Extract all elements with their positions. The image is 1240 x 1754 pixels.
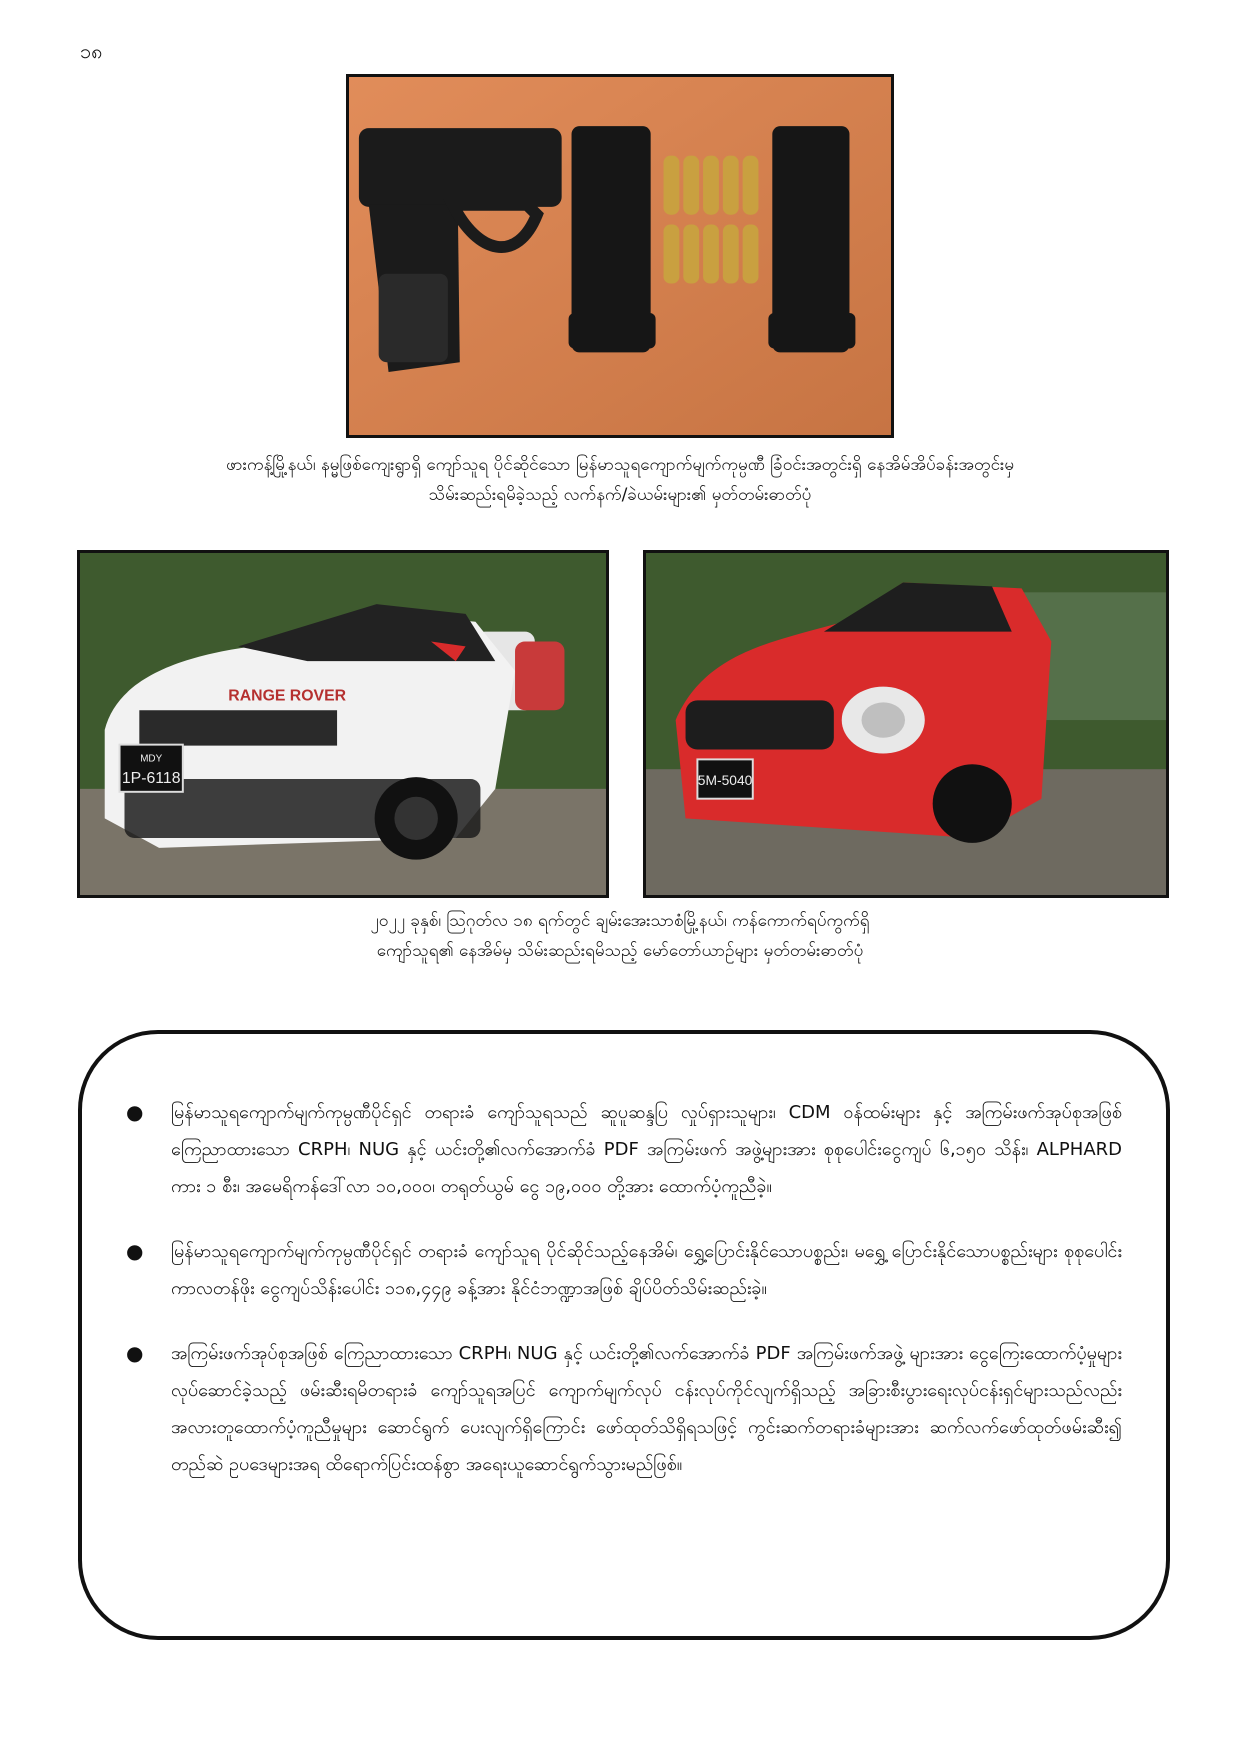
- summary-item-text: မြန်မာသူရကျောက်မျက်ကုမ္ပဏီပိုင်ရှင် တရားခံ ကျော်သူရသည် ဆူပူဆန္ဒပြ လှုပ်ရှားသူများ၊ CDM ဝန်ထမ်းများ နှင့် အကြမ်းဖက်အုပ်စုအဖြစ် ကြေညာထားသော CRPH၊ NUG နှင့် ယင်းတို့၏လက်အောက်ခံ PDF အကြမ်းဖက် အဖွဲ့များအား စုစုပေါင်းငွေကျပ် ၆,၁၅၀ သိန်း၊ ALPHARD ကား ၁ စီး၊ အမေရိကန်ဒေါ်လာ ၁၀,၀၀၀၊ တရုတ်ယွမ် ငွေ ၁၉,၀၀၀ တို့အား ထောက်ပံ့ကူညီခဲ့။: [171, 1102, 1122, 1197]
- summary-item-text: မြန်မာသူရကျောက်မျက်ကုမ္ပဏီပိုင်ရှင် တရားခံ ကျော်သူရ ပိုင်ဆိုင်သည့်နေအိမ်၊ ရွှေ့ပြောင်းနိုင်သောပစ္စည်း၊ မရွှေ့ ပြောင်းနိုင်သောပစ္စည်းများ စုစုပေါင်းကာလတန်ဖိုး ငွေကျပ်သိန်းပေါင်း ၁၁၈,၄၄၉ ခန့်အား နိုင်ငံဘဏ္ဍာအဖြစ် ချိပ်ပိတ်သိမ်းဆည်းခဲ့။: [171, 1241, 1122, 1299]
- summary-item: [126, 1233, 1122, 1307]
- bullet-icon: ●: [126, 1239, 144, 1263]
- summary-item: [126, 1094, 1122, 1205]
- range-rover-photo: [77, 550, 609, 898]
- summary-item: [126, 1335, 1122, 1483]
- mini-illustration: [646, 553, 1166, 895]
- range-rover-illustration: [80, 553, 606, 895]
- bullet-icon: ●: [126, 1100, 144, 1124]
- mini-photo: [643, 550, 1169, 898]
- mini-plate: 5M-5040: [697, 772, 753, 788]
- range-rover-brand-text: RANGE ROVER: [228, 687, 347, 705]
- cars-caption: ၂၀၂၂ ခုနှစ်၊ ဩဂုတ်လ ၁၈ ရက်တွင် ချမ်းအေးသာစံမြို့နယ်၊ ကန်ကောက်ရပ်ကွက်ရှိ ကျော်သူရ၏ နေအိမ်မှ သိမ်းဆည်းရမိသည့် မော်တော်ယာဉ်များ မှတ်တမ်းဓာတ်ပုံ: [370, 911, 870, 961]
- summary-box: [78, 1030, 1170, 1640]
- weapons-caption: ဖားကန့်မြို့နယ်၊ နမ္မဖြစ်ကျေးရွာရှိ ကျော်သူရ ပိုင်ဆိုင်သော မြန်မာသူရကျောက်မျက်ကုမ္ပဏီ ခြံဝင်းအတွင်းရှိ နေအိမ်အိပ်ခန်းအတွင်းမှ သိမ်းဆည်းရမိခဲ့သည့် လက်နက်/ခဲယမ်းများ၏ မှတ်တမ်းဓာတ်ပုံ: [225, 455, 1015, 505]
- weapons-photo-illustration: [349, 77, 891, 435]
- range-rover-plate-region: MDY: [140, 753, 163, 765]
- range-rover-plate: 1P-6118: [121, 770, 181, 787]
- bullet-icon: ●: [126, 1341, 144, 1365]
- summary-list: [126, 1094, 1122, 1483]
- weapons-photo: [346, 74, 894, 438]
- summary-item-text: အကြမ်းဖက်အုပ်စုအဖြစ် ကြေညာထားသော CRPH၊ NUG နှင့် ယင်းတို့၏လက်အောက်ခံ PDF အကြမ်းဖက်အဖွဲ့ များအား ငွေကြေးထောက်ပံ့မှုများ လုပ်ဆောင်ခဲ့သည့် ဖမ်းဆီးရမိတရားခံ ကျော်သူရအပြင် ကျောက်မျက်လုပ် ငန်းလုပ်ကိုင်လျက်ရှိသည့် အခြားစီးပွားရေးလုပ်ငန်းရှင်များသည်လည်း အလားတူထောက်ပံ့ကူညီမှုများ ဆောင်ရွက် ပေးလျက်ရှိကြောင်း ဖော်ထုတ်သိရှိရသဖြင့် ကွင်းဆက်တရားခံများအား ဆက်လက်ဖော်ထုတ်ဖမ်းဆီး၍ တည်ဆဲ ဥပဒေများအရ ထိရောက်ပြင်းထန်စွာ အရေးယူဆောင်ရွက်သွားမည်ဖြစ်။: [171, 1343, 1122, 1475]
- page-number: ၁၈: [80, 39, 103, 63]
